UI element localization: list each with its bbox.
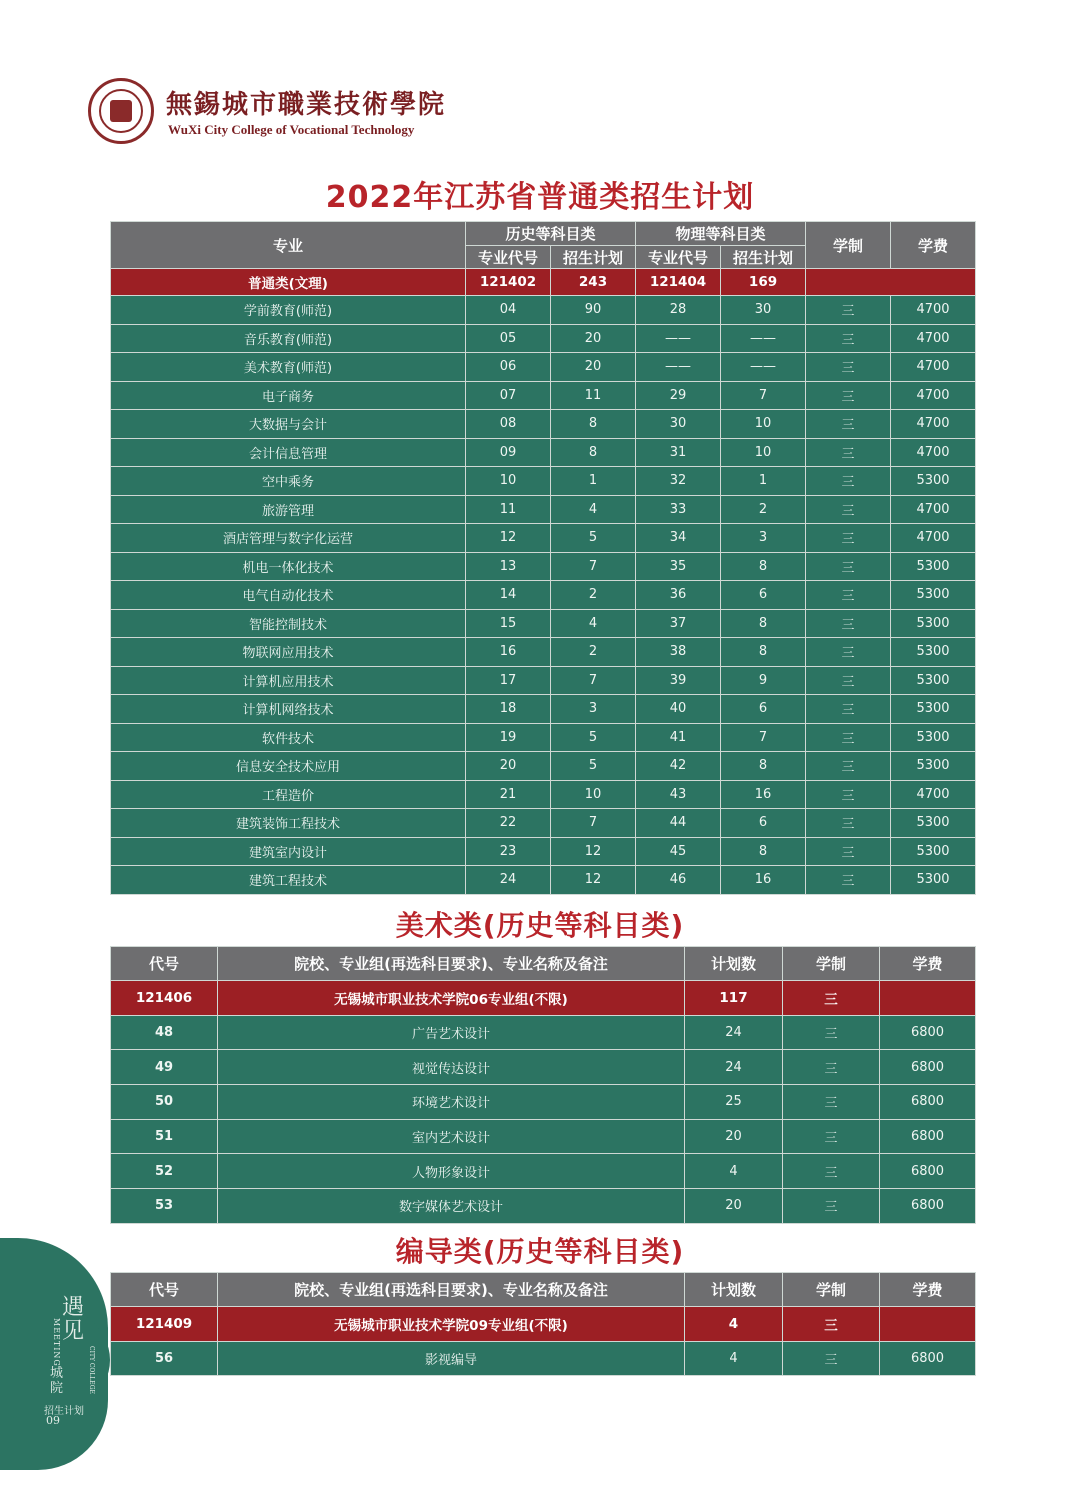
table-row (111, 1154, 976, 1189)
side-plan-label: 招生计划 (44, 1406, 84, 1417)
description: 影视编导 (218, 1341, 685, 1376)
header-duration: 学制 (783, 1273, 880, 1307)
history-plan: 7 (551, 666, 636, 695)
physics-plan: 6 (721, 581, 806, 610)
fee: 4700 (891, 353, 976, 382)
description: 环境艺术设计 (218, 1085, 685, 1120)
physics-plan: 8 (721, 638, 806, 667)
table-row (111, 1119, 976, 1154)
header-code: 代号 (111, 1273, 218, 1307)
fee: 4700 (891, 438, 976, 467)
physics-plan: 8 (721, 752, 806, 781)
table-row (111, 353, 976, 382)
code: 56 (111, 1341, 218, 1376)
physics-code: 30 (636, 410, 721, 439)
duration: 三 (806, 780, 891, 809)
major-name: 学前教育(师范) (111, 296, 466, 325)
table-row (111, 381, 976, 410)
fee: 5300 (891, 581, 976, 610)
history-code: 24 (466, 866, 551, 895)
duration: 三 (806, 866, 891, 895)
table-row (111, 752, 976, 781)
side-meeting-en: MEETING (52, 1318, 61, 1367)
group-description: 无锡城市职业技术学院06专业组(不限) (218, 981, 685, 1016)
major-name: 酒店管理与数字化运营 (111, 524, 466, 553)
physics-code: 36 (636, 581, 721, 610)
history-plan: 5 (551, 524, 636, 553)
history-plan: 2 (551, 638, 636, 667)
header-history: 历史等科目类 (466, 222, 636, 246)
duration: 三 (806, 524, 891, 553)
fee: 5300 (891, 723, 976, 752)
table-row (111, 609, 976, 638)
history-code: 10 (466, 467, 551, 496)
physics-code: 45 (636, 837, 721, 866)
code: 51 (111, 1119, 218, 1154)
header-fee: 学费 (891, 222, 976, 269)
physics-plan: 8 (721, 552, 806, 581)
duration: 三 (783, 1341, 880, 1376)
college-logo (88, 78, 447, 148)
physics-plan: 16 (721, 780, 806, 809)
plan: 20 (685, 1119, 783, 1154)
physics-plan: 9 (721, 666, 806, 695)
physics-plan: 10 (721, 438, 806, 467)
art-plan-title: 美术类(历史等科目类) (395, 909, 685, 942)
history-code: 16 (466, 638, 551, 667)
history-plan: 1 (551, 467, 636, 496)
group-empty (806, 269, 976, 296)
physics-code: 28 (636, 296, 721, 325)
plan: 24 (685, 1050, 783, 1085)
duration: 三 (806, 467, 891, 496)
history-code: 04 (466, 296, 551, 325)
fee: 5300 (891, 752, 976, 781)
group-physics-plan: 169 (721, 269, 806, 296)
duration: 三 (806, 353, 891, 382)
side-college-cn: 城院 (50, 1366, 64, 1396)
history-plan: 20 (551, 324, 636, 353)
college-name-en: WuXi City College of Vocational Technology (168, 122, 415, 137)
fee: 5300 (891, 666, 976, 695)
history-plan: 12 (551, 866, 636, 895)
group-fee (880, 1307, 976, 1342)
side-meeting-cn: 遇见 (62, 1295, 85, 1344)
physics-code: 37 (636, 609, 721, 638)
history-plan: 20 (551, 353, 636, 382)
major-name: 音乐教育(师范) (111, 324, 466, 353)
group-plan: 117 (685, 981, 783, 1016)
major-name: 美术教育(师范) (111, 353, 466, 382)
history-code: 08 (466, 410, 551, 439)
history-plan: 90 (551, 296, 636, 325)
fee: 6800 (880, 1154, 976, 1189)
physics-code: 34 (636, 524, 721, 553)
fee: 4700 (891, 381, 976, 410)
college-seal-icon (88, 78, 154, 144)
history-plan: 10 (551, 780, 636, 809)
major-name: 智能控制技术 (111, 609, 466, 638)
group-physics-code: 121404 (636, 269, 721, 296)
physics-plan: 7 (721, 381, 806, 410)
duration: 三 (783, 1015, 880, 1050)
header-fee: 学费 (880, 1273, 976, 1307)
physics-plan: 1 (721, 467, 806, 496)
table-row (111, 723, 976, 752)
duration: 三 (783, 1119, 880, 1154)
physics-plan: 3 (721, 524, 806, 553)
fee: 5300 (891, 837, 976, 866)
header-desc: 院校、专业组(再选科目要求)、专业名称及备注 (218, 947, 685, 981)
fee: 4700 (891, 296, 976, 325)
duration: 三 (806, 324, 891, 353)
table-row (111, 524, 976, 553)
header-code: 代号 (111, 947, 218, 981)
physics-plan: —— (721, 324, 806, 353)
header-physics-plan: 招生计划 (721, 246, 806, 269)
major-name: 软件技术 (111, 723, 466, 752)
history-code: 17 (466, 666, 551, 695)
major-name: 机电一体化技术 (111, 552, 466, 581)
duration: 三 (806, 552, 891, 581)
major-name: 建筑工程技术 (111, 866, 466, 895)
history-plan: 4 (551, 609, 636, 638)
duration: 三 (806, 695, 891, 724)
history-code: 05 (466, 324, 551, 353)
physics-code: 35 (636, 552, 721, 581)
plan: 20 (685, 1189, 783, 1224)
major-name: 会计信息管理 (111, 438, 466, 467)
description: 室内艺术设计 (218, 1119, 685, 1154)
fee: 6800 (880, 1085, 976, 1120)
history-plan: 4 (551, 495, 636, 524)
group-history-code: 121402 (466, 269, 551, 296)
header-plan: 计划数 (685, 947, 783, 981)
history-code: 18 (466, 695, 551, 724)
history-code: 06 (466, 353, 551, 382)
history-plan: 5 (551, 752, 636, 781)
physics-plan: 2 (721, 495, 806, 524)
history-code: 20 (466, 752, 551, 781)
physics-code: 46 (636, 866, 721, 895)
physics-code: 38 (636, 638, 721, 667)
table-row (111, 1189, 976, 1224)
duration: 三 (783, 1189, 880, 1224)
group-name: 普通类(文理) (111, 269, 466, 296)
history-code: 09 (466, 438, 551, 467)
history-plan: 3 (551, 695, 636, 724)
major-name: 计算机网络技术 (111, 695, 466, 724)
fee: 4700 (891, 324, 976, 353)
duration: 三 (806, 495, 891, 524)
major-name: 工程造价 (111, 780, 466, 809)
history-code: 07 (466, 381, 551, 410)
header-duration: 学制 (783, 947, 880, 981)
fee: 5300 (891, 638, 976, 667)
duration: 三 (806, 581, 891, 610)
group-description: 无锡城市职业技术学院09专业组(不限) (218, 1307, 685, 1342)
code: 49 (111, 1050, 218, 1085)
group-duration: 三 (783, 981, 880, 1016)
header-fee: 学费 (880, 947, 976, 981)
description: 数字媒体艺术设计 (218, 1189, 685, 1224)
fee: 5300 (891, 467, 976, 496)
code: 50 (111, 1085, 218, 1120)
physics-code: 29 (636, 381, 721, 410)
physics-plan: —— (721, 353, 806, 382)
history-plan: 2 (551, 581, 636, 610)
table-row (111, 581, 976, 610)
header-major: 专业 (111, 222, 466, 269)
general-enrollment-table (110, 221, 976, 895)
history-code: 13 (466, 552, 551, 581)
table-row (111, 438, 976, 467)
header-duration: 学制 (806, 222, 891, 269)
group-code: 121409 (111, 1307, 218, 1342)
table-row (111, 410, 976, 439)
directing-plan-title: 编导类(历史等科目类) (395, 1235, 685, 1268)
table-row (111, 695, 976, 724)
college-name-cn: 無錫城市職業技術學院 (166, 90, 447, 120)
fee: 5300 (891, 552, 976, 581)
duration: 三 (806, 410, 891, 439)
physics-code: —— (636, 353, 721, 382)
table-row (111, 552, 976, 581)
fee: 6800 (880, 1015, 976, 1050)
fee: 4700 (891, 780, 976, 809)
plan: 4 (685, 1341, 783, 1376)
major-name: 空中乘务 (111, 467, 466, 496)
history-plan: 11 (551, 381, 636, 410)
fee: 5300 (891, 866, 976, 895)
physics-code: 43 (636, 780, 721, 809)
table-row (111, 324, 976, 353)
history-code: 23 (466, 837, 551, 866)
physics-code: 31 (636, 438, 721, 467)
table-row (111, 837, 976, 866)
history-code: 21 (466, 780, 551, 809)
header-physics: 物理等科目类 (636, 222, 806, 246)
description: 人物形象设计 (218, 1154, 685, 1189)
directing-enrollment-table (110, 1272, 976, 1376)
history-plan: 12 (551, 837, 636, 866)
duration: 三 (806, 837, 891, 866)
table-row (111, 1050, 976, 1085)
header-desc: 院校、专业组(再选科目要求)、专业名称及备注 (218, 1273, 685, 1307)
fee: 6800 (880, 1119, 976, 1154)
major-name: 建筑装饰工程技术 (111, 809, 466, 838)
table-row (111, 638, 976, 667)
physics-code: 42 (636, 752, 721, 781)
physics-plan: 10 (721, 410, 806, 439)
major-name: 电子商务 (111, 381, 466, 410)
physics-plan: 8 (721, 609, 806, 638)
fee: 6800 (880, 1050, 976, 1085)
fee: 6800 (880, 1189, 976, 1224)
code: 48 (111, 1015, 218, 1050)
history-plan: 8 (551, 410, 636, 439)
group-row (111, 1307, 976, 1342)
duration: 三 (806, 666, 891, 695)
history-plan: 5 (551, 723, 636, 752)
duration: 三 (806, 723, 891, 752)
group-row (111, 981, 976, 1016)
physics-code: 40 (636, 695, 721, 724)
fee: 6800 (880, 1341, 976, 1376)
history-code: 11 (466, 495, 551, 524)
duration: 三 (806, 438, 891, 467)
description: 广告艺术设计 (218, 1015, 685, 1050)
table-row (111, 1015, 976, 1050)
group-history-plan: 243 (551, 269, 636, 296)
art-enrollment-table (110, 946, 976, 1224)
physics-code: —— (636, 324, 721, 353)
header-history-plan: 招生计划 (551, 246, 636, 269)
physics-plan: 30 (721, 296, 806, 325)
group-duration: 三 (783, 1307, 880, 1342)
major-name: 建筑室内设计 (111, 837, 466, 866)
table-row (111, 1085, 976, 1120)
header-history-code: 专业代号 (466, 246, 551, 269)
plan: 24 (685, 1015, 783, 1050)
history-code: 15 (466, 609, 551, 638)
major-name: 电气自动化技术 (111, 581, 466, 610)
duration: 三 (783, 1154, 880, 1189)
page-number: 09 (46, 1414, 60, 1427)
table-row (111, 809, 976, 838)
physics-code: 41 (636, 723, 721, 752)
description: 视觉传达设计 (218, 1050, 685, 1085)
duration: 三 (806, 638, 891, 667)
physics-plan: 16 (721, 866, 806, 895)
physics-plan: 7 (721, 723, 806, 752)
table-row (111, 866, 976, 895)
physics-code: 32 (636, 467, 721, 496)
physics-code: 44 (636, 809, 721, 838)
plan: 25 (685, 1085, 783, 1120)
history-code: 19 (466, 723, 551, 752)
fee: 4700 (891, 495, 976, 524)
physics-code: 39 (636, 666, 721, 695)
history-plan: 7 (551, 552, 636, 581)
table-row (111, 1341, 976, 1376)
table-row (111, 467, 976, 496)
duration: 三 (806, 809, 891, 838)
history-code: 22 (466, 809, 551, 838)
general-plan-title: 2022年江苏省普通类招生计划 (325, 180, 755, 215)
duration: 三 (783, 1050, 880, 1085)
header-plan: 计划数 (685, 1273, 783, 1307)
table-row (111, 495, 976, 524)
group-fee (880, 981, 976, 1016)
history-plan: 8 (551, 438, 636, 467)
major-name: 旅游管理 (111, 495, 466, 524)
physics-plan: 8 (721, 837, 806, 866)
physics-plan: 6 (721, 809, 806, 838)
fee: 5300 (891, 609, 976, 638)
table-row (111, 780, 976, 809)
history-code: 12 (466, 524, 551, 553)
duration: 三 (806, 609, 891, 638)
group-code: 121406 (111, 981, 218, 1016)
group-plan: 4 (685, 1307, 783, 1342)
major-name: 物联网应用技术 (111, 638, 466, 667)
header-physics-code: 专业代号 (636, 246, 721, 269)
duration: 三 (806, 752, 891, 781)
fee: 5300 (891, 809, 976, 838)
major-name: 计算机应用技术 (111, 666, 466, 695)
physics-plan: 6 (721, 695, 806, 724)
major-name: 大数据与会计 (111, 410, 466, 439)
fee: 4700 (891, 524, 976, 553)
code: 53 (111, 1189, 218, 1224)
plan: 4 (685, 1154, 783, 1189)
duration: 三 (806, 296, 891, 325)
duration: 三 (783, 1085, 880, 1120)
history-plan: 7 (551, 809, 636, 838)
physics-code: 33 (636, 495, 721, 524)
fee: 4700 (891, 410, 976, 439)
side-city-college: CITY COLLEGE (88, 1346, 95, 1394)
major-name: 信息安全技术应用 (111, 752, 466, 781)
code: 52 (111, 1154, 218, 1189)
group-row (111, 269, 976, 296)
history-code: 14 (466, 581, 551, 610)
fee: 5300 (891, 695, 976, 724)
table-row (111, 666, 976, 695)
duration: 三 (806, 381, 891, 410)
table-row (111, 296, 976, 325)
